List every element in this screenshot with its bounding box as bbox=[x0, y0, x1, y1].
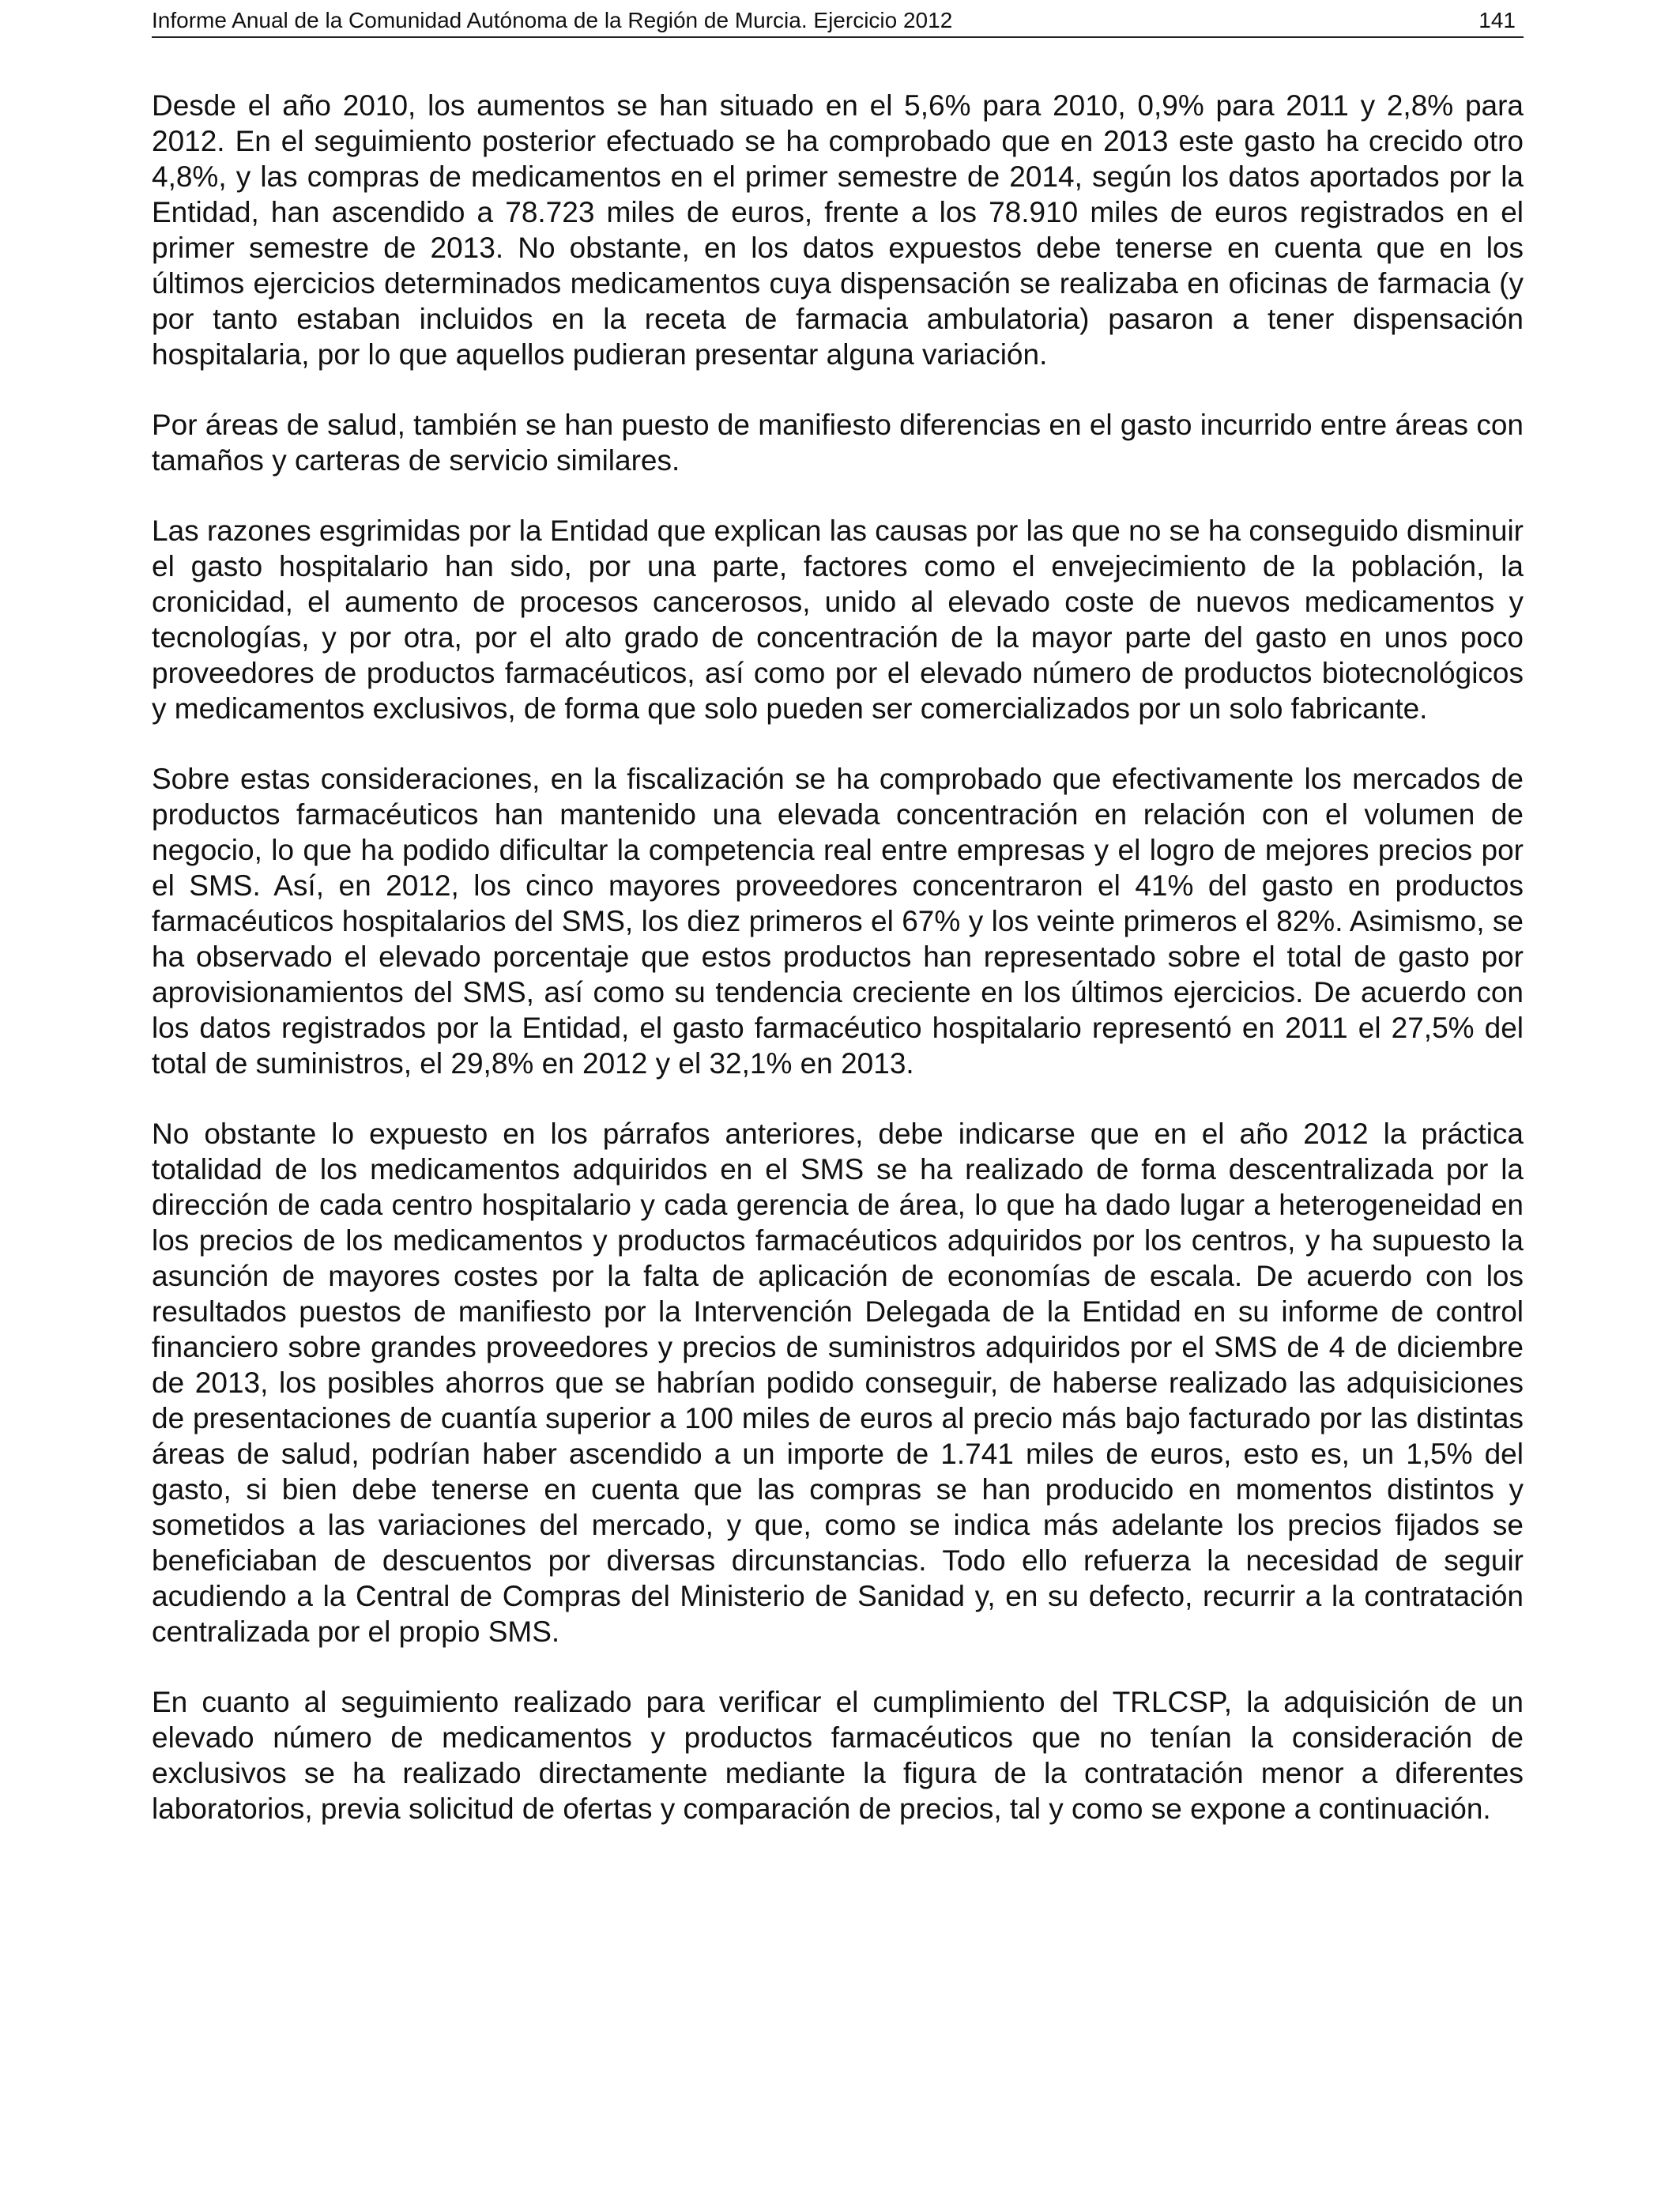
running-header bbox=[152, 5, 1524, 38]
paragraph-concentracion-mercados: Sobre estas consideraciones, en la fiscalización se ha comprobado que efectivamente los mercados de productos farmacéuticos han mantenido una elevada concentración en relación con el volumen de negocio, lo que ha podido dificultar la competencia real entre empresas y el logro de mejores precios por el SMS. Así, en 2012, los cinco mayores proveedores concentraron el 41% del gasto en productos farmacéuticos hospitalarios del SMS, los diez primeros el 67% y los veinte primeros el 82%. Asimismo, se ha observado el elevado porcentaje que estos productos han representado sobre el total de gasto por aprovisionamientos del SMS, así como su tendencia creciente en los últimos ejercicios. De acuerdo con los datos registrados por la Entidad, el gasto farmacéutico hospitalario representó en 2011 el 27,5% del total de suministros, el 29,8% en 2012 y el 32,1% en 2013. bbox=[152, 763, 1524, 1080]
header-title: Informe Anual de la Comunidad Autónoma de la Región de Murcia. Ejercicio 2012 bbox=[152, 8, 953, 32]
body-text bbox=[152, 88, 1524, 1861]
page-number: 141 bbox=[1478, 8, 1516, 32]
paragraph-gasto-aumentos: Desde el año 2010, los aumentos se han situado en el 5,6% para 2010, 0,9% para 2011 y 2,8% para 2012. En el seguimiento posterior efectuado se ha comprobado que en 2013 este gasto ha crecido otro 4,8%, y las compras de medicamentos en el primer semestre de 2014, según los datos aportados por la Entidad, han ascendido a 78.723 miles de euros, frente a los 78.910 miles de euros registrados en el primer semestre de 2013. No obstante, en los datos expuestos debe tenerse en cuenta que en los últimos ejercicios determinados medicamentos cuya dispensación se realizaba en oficinas de farmacia (y por tanto estaban incluidos en la receta de farmacia ambulatoria) pasaron a tener dispensación hospitalaria, por lo que aquellos pudieran presentar alguna variación. bbox=[152, 89, 1524, 371]
paragraph-areas-salud: Por áreas de salud, también se han puesto de manifiesto diferencias en el gasto incurrido entre áreas con tamaños y carteras de servicio similares. bbox=[152, 409, 1524, 477]
paragraph-seguimiento-trlcsp: En cuanto al seguimiento realizado para verificar el cumplimiento del TRLCSP, la adquisición de un elevado número de medicamentos y productos farmacéuticos que no tenían la consideración de exclusivos se ha realizado directamente mediante la figura de la contratación menor a diferentes laboratorios, previa solicitud de ofertas y comparación de precios, tal y como se expone a continuación. bbox=[152, 1686, 1524, 1825]
paragraph-adquisicion-descentralizada: No obstante lo expuesto en los párrafos anteriores, debe indicarse que en el año 2012 la práctica totalidad de los medicamentos adquiridos en el SMS se ha realizado de forma descentralizada por la dirección de cada centro hospitalario y cada gerencia de área, lo que ha dado lugar a heterogeneidad en los precios de los medicamentos y productos farmacéuticos adquiridos por los centros, y ha supuesto la asunción de mayores costes por la falta de aplicación de economías de escala. De acuerdo con los resultados puestos de manifiesto por la Intervención Delegada de la Entidad en su informe de control financiero sobre grandes proveedores y precios de suministros adquiridos por el SMS de 4 de diciembre de 2013, los posibles ahorros que se habrían podido conseguir, de haberse realizado las adquisiciones de presentaciones de cuantía superior a 100 miles de euros al precio más bajo facturado por las distintas áreas de salud, podrían haber ascendido a un importe de 1.741 miles de euros, esto es, un 1,5% del gasto, si bien debe tenerse en cuenta que las compras se han producido en momentos distintos y sometidos a las variaciones del mercado, y que, como se indica más adelante los precios fijados se beneficiaban de descuentos por diversas dircunstancias. Todo ello refuerza la necesidad de seguir acudiendo a la Central de Compras del Ministerio de Sanidad y, en su defecto, recurrir a la contratación centralizada por el propio SMS. bbox=[152, 1118, 1524, 1648]
paragraph-razones-entidad: Las razones esgrimidas por la Entidad que explican las causas por las que no se ha conseguido disminuir el gasto hospitalario han sido, por una parte, factores como el envejecimiento de la población, la cronicidad, el aumento de procesos cancerosos, unido al elevado coste de nuevos medicamentos y tecnologías, y por otra, por el alto grado de concentración de la mayor parte del gasto en unos poco proveedores de productos farmacéuticos, así como por el elevado número de productos biotecnológicos y medicamentos exclusivos, de forma que solo pueden ser comercializados por un solo fabricante. bbox=[152, 515, 1524, 725]
